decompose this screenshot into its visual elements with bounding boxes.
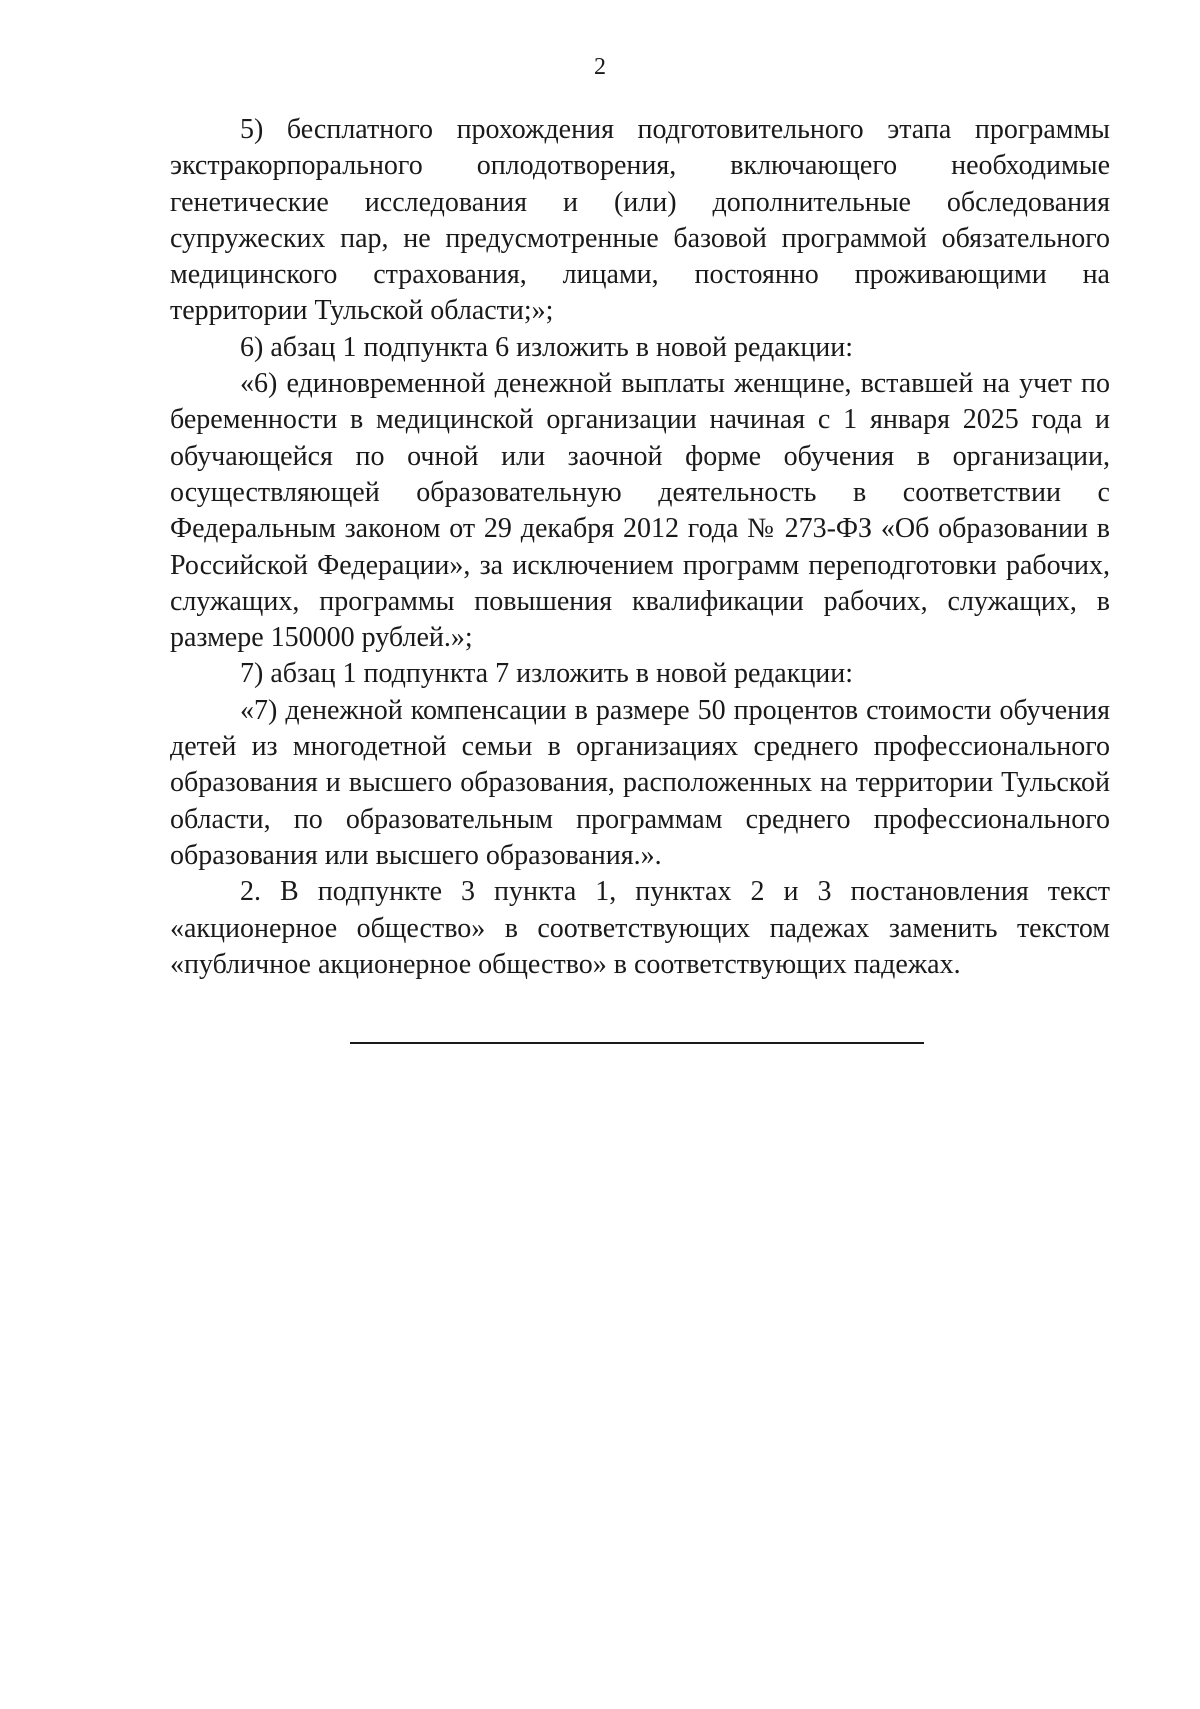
- paragraph-item-6-text: «6) единовременной денежной выплаты женщине, вставшей на учет по беременности в медицинской организации начиная с 1 января 2025 года и обучающейся по очной или заочной форме обучения в организации, осуществляющей образовательную деятельность в соответствии с Федеральным законом от 29 декабря 2012 года № 273-ФЗ «Об образовании в Российской Федерации», за исключением программ переподготовки рабочих, служащих, программы повышения квалификации рабочих, служащих, в размере 150000 рублей.»;: [170, 368, 1110, 654]
- paragraph-amendment-7: 7) абзац 1 подпункта 7 изложить в новой редакции:: [240, 658, 854, 690]
- paragraph-amendment-6: 6) абзац 1 подпункта 6 изложить в новой редакции:: [240, 331, 854, 363]
- page-number: 2: [594, 54, 606, 80]
- paragraph-item-7-text: «7) денежной компенсации в размере 50 процентов стоимости обучения детей из многодетной семьи в организациях среднего профессионального образования и высшего образования, расположенных на территории Тульской области, по образовательным программам среднего профессионального образования или высшего образования.».: [170, 694, 1110, 871]
- closing-rule-divider: [350, 1042, 924, 1044]
- paragraph-item-5: 5) бесплатного прохождения подготовительного этапа программы экстракорпорального оплодотворения, включающего необходимые генетические исследования и (или) дополнительные обследования супружеских пар, не предусмотренные базовой программой обязательного медицинского страхования, лицами, постоянно проживающими на территории Тульской области;»;: [170, 114, 1110, 327]
- document-body: [170, 112, 1110, 983]
- paragraph-clause-2: 2. В подпункте 3 пункта 1, пунктах 2 и 3 постановления текст «акционерное общество» в соответствующих падежах заменить текстом «публичное акционерное общество» в соответствующих падежах.: [170, 876, 1110, 980]
